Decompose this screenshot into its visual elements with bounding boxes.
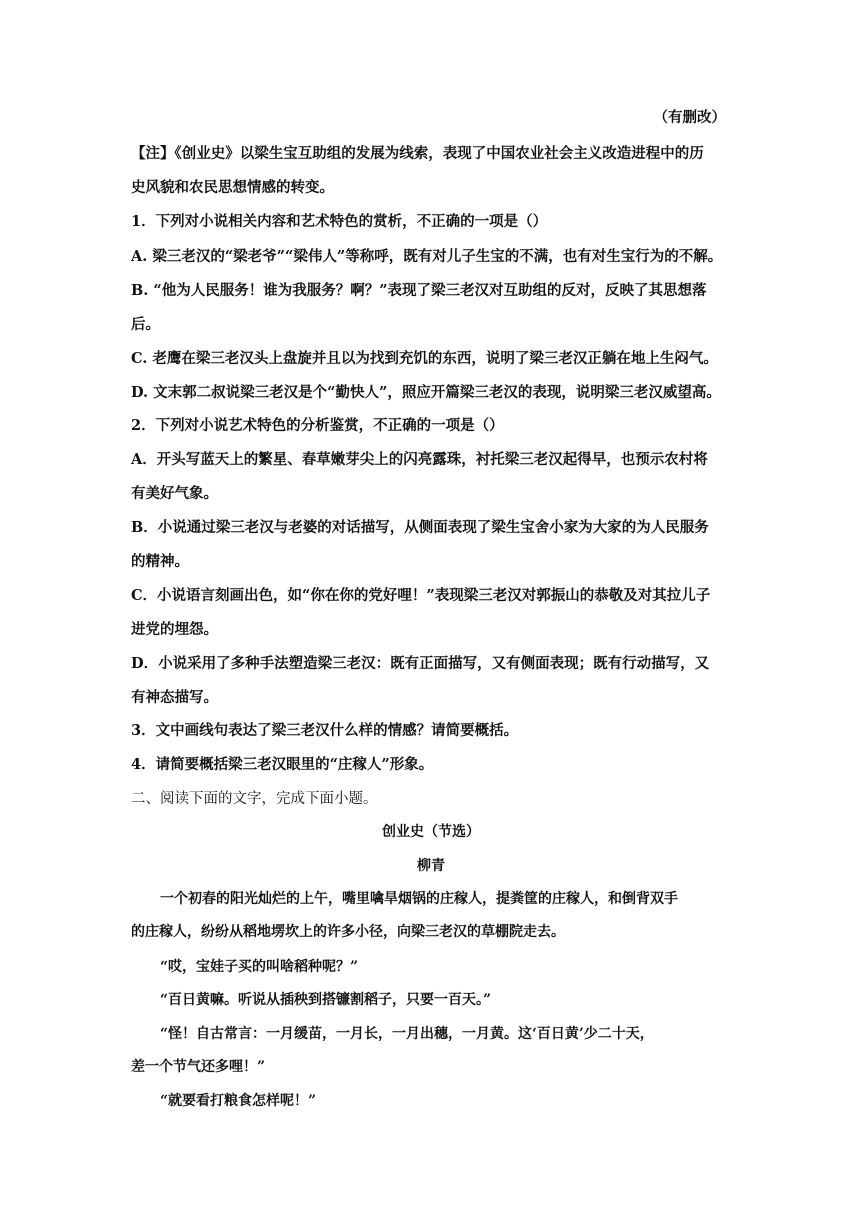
section-2-heading: 二、阅读下面的文字，完成下面小题。 xyxy=(131,791,378,807)
question-2-option-a-line-1: A．开头写蓝天上的繁星、春草嫩芽尖上的闪亮露珠，衬托梁三老汉起得早，也预示农村将 xyxy=(131,451,708,468)
question-2-stem: 2．下列对小说艺术特色的分析鉴赏，不正确的一项是（） xyxy=(131,417,504,434)
story-line: 的庄稼人，纷纷从稻地塄坎上的许多小径，向梁三老汉的草棚院走去。 xyxy=(131,924,565,940)
question-2-option-c-line-1: C．小说语言刻画出色，如“你在你的党好哩！”表现梁三老汉对郭振山的恭敬及对其拉儿子 xyxy=(131,587,711,604)
question-1-option-b-line-2: 后。 xyxy=(131,316,160,333)
question-1-stem: 1．下列对小说相关内容和艺术特色的赏析，不正确的一项是（） xyxy=(131,213,548,230)
question-1-option-a: A. 梁三老汉的“梁老爷”“梁伟人”等称呼，既有对儿子生宝的不满，也有对生宝行为的不解。 xyxy=(131,248,723,265)
source-note: （有删改） xyxy=(653,109,726,126)
story-title: 创业史（节选） xyxy=(382,824,480,840)
story-line: 一个初春的阳光灿烂的上午，嘴里噙旱烟锅的庄稼人，提粪筐的庄稼人，和倒背双手 xyxy=(160,891,678,907)
question-1-option-d: D. 文末郭二叔说梁三老汉是个“勤快人”，照应开篇梁三老汉的表现，说明梁三老汉威望高。 xyxy=(131,384,721,401)
story-line: “哎，宝娃子买的叫啥稻种呢？” xyxy=(160,959,359,975)
question-2-option-d-line-1: D．小说采用了多种手法塑造梁三老汉：既有正面描写，又有侧面表现；既有行动描写，又 xyxy=(131,655,710,672)
story-line: “百日黄嘛。听说从插秧到搭镰割稻子，只要一百天。” xyxy=(160,992,492,1008)
story-line: “就要看打粮食怎样呢！” xyxy=(160,1093,317,1109)
note-line-2: 史风貌和农民思想情感的转变。 xyxy=(131,179,334,196)
question-2-option-d-line-2: 有神态描写。 xyxy=(131,689,218,706)
story-line: 差一个节气还多哩！” xyxy=(131,1059,266,1075)
question-2-option-b-line-2: 的精神。 xyxy=(131,553,189,570)
question-1-option-b-line-1: B. “他为人民服务！谁为我服务？啊？”表现了梁三老汉对互助组的反对，反映了其思想落 xyxy=(131,282,707,299)
story-line: “怪！自古常言：一月缓苗，一月长，一月出穗，一月黄。这‘百日黄’少二十天， xyxy=(160,1026,654,1042)
question-4: 4．请简要概括梁三老汉眼里的“庄稼人”形象。 xyxy=(131,756,434,773)
story-author: 柳青 xyxy=(417,858,445,874)
question-2-option-c-line-2: 进党的埋怨。 xyxy=(131,621,218,638)
note-line-1: 【注】《创业史》以梁生宝互助组的发展为线索，表现了中国农业社会主义改造进程中的历 xyxy=(131,145,704,162)
question-2-option-b-line-1: B．小说通过梁三老汉与老婆的对话描写，从侧面表现了梁生宝舍小家为大家的为人民服务 xyxy=(131,519,709,536)
question-1-option-c: C. 老鹰在梁三老汉头上盘旋并且以为找到充饥的东西，说明了梁三老汉正躺在地上生闷气。 xyxy=(131,350,718,367)
question-3: 3．文中画线句表达了梁三老汉什么样的情感？请简要概括。 xyxy=(131,722,519,739)
question-2-option-a-line-2: 有美好气象。 xyxy=(131,485,218,502)
